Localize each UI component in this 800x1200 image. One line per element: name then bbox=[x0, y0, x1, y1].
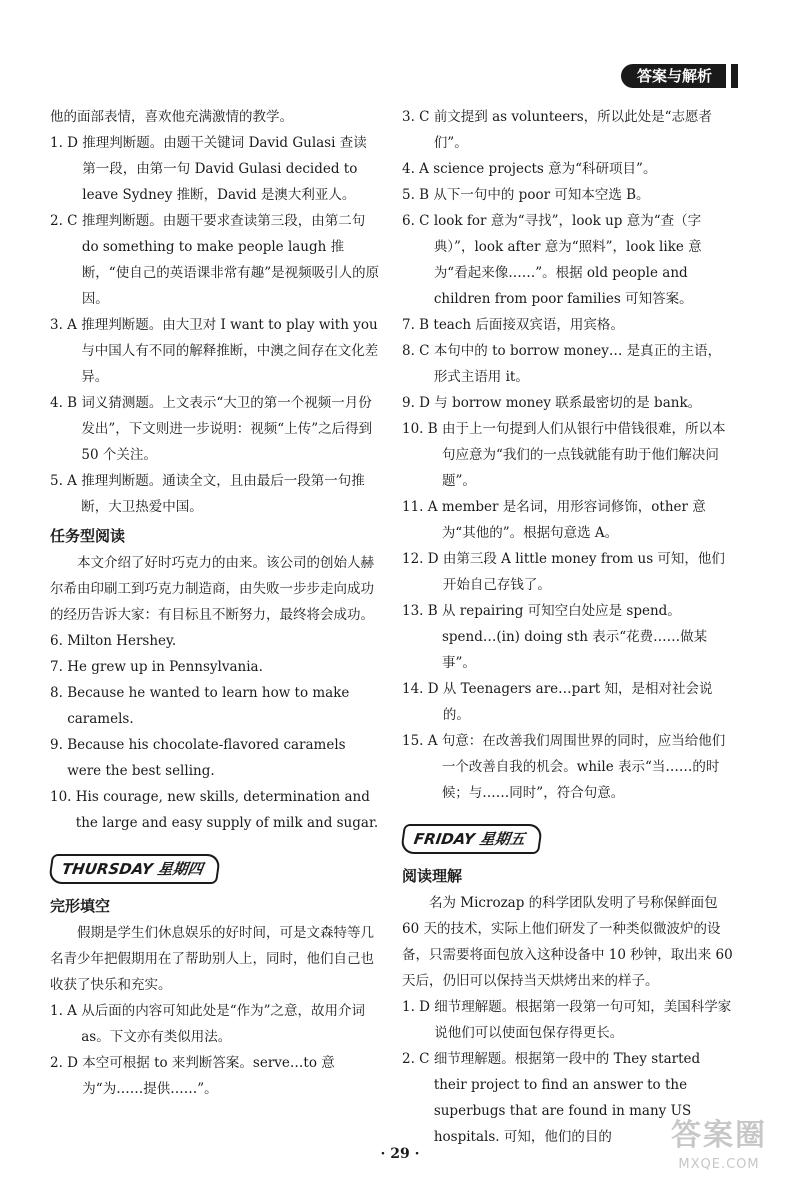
answer-text: 推理判断题。由大卫对 I want to play with you 与中国人有不同的解释推断，中澳之间存在文化差异。 bbox=[81, 317, 379, 385]
answer-item bbox=[50, 130, 380, 208]
answer-number: 2. C bbox=[402, 1051, 430, 1067]
answer-text: He grew up in Pennsylvania. bbox=[67, 659, 263, 675]
answer-item bbox=[50, 680, 380, 732]
answer-number: 1. A bbox=[50, 1003, 77, 1019]
answer-text: 从 Teenagers are…part 知，是相对社会说的。 bbox=[442, 681, 713, 723]
answer-text: 推理判断题。通读全文，且由最后一段第一句推断，大卫热爱中国。 bbox=[81, 473, 365, 515]
answer-item bbox=[402, 994, 734, 1046]
section-title-cloze: 完形填空 bbox=[50, 897, 111, 915]
answer-number: 3. C bbox=[402, 109, 430, 125]
reading-answers bbox=[50, 130, 380, 520]
answer-item bbox=[402, 676, 734, 728]
answer-number: 1. D bbox=[50, 135, 78, 151]
answer-item bbox=[50, 628, 380, 654]
answer-item bbox=[50, 1050, 380, 1102]
answer-text: Because his chocolate-flavored caramels were the best selling. bbox=[67, 737, 346, 779]
answer-item bbox=[50, 998, 380, 1050]
answer-number: 4. A bbox=[402, 161, 429, 177]
cloze-answers-left bbox=[50, 998, 380, 1102]
answer-number: 10. B bbox=[402, 421, 438, 437]
answer-number: 11. A bbox=[402, 499, 438, 515]
header-accent-bar bbox=[731, 64, 738, 88]
answer-number: 6. C bbox=[402, 213, 430, 229]
answer-text: 与 borrow money 联系最密切的是 bank。 bbox=[434, 395, 702, 411]
reading-intro: 名为 Microzap 的科学团队发明了号称保鲜面包 60 天的技术，实际上他们研发了一种类似微波炉的设备，只需要将面包放入这种设备中 10 秒钟，取出来 60 天后，仍旧可以保持当天烘烤出来的样子。 bbox=[402, 895, 733, 989]
answer-item bbox=[402, 312, 734, 338]
answer-number: 6. bbox=[50, 633, 63, 649]
cloze-answers-right bbox=[402, 104, 734, 806]
answer-item bbox=[50, 390, 380, 468]
answer-text: 句意：在改善我们周围世界的同时，应当给他们一个改善自我的机会。while 表示“当……的时候；与……同时”，符合句意。 bbox=[441, 733, 726, 801]
left-column bbox=[50, 104, 380, 1102]
answer-item bbox=[50, 312, 380, 390]
answer-text: 由于上一句提到人们从银行中借钱很难，所以本句应意为“我们的一点钱就能有助于他们解决问题”。 bbox=[441, 421, 726, 489]
answer-item bbox=[402, 390, 734, 416]
answer-number: 10. bbox=[50, 789, 72, 805]
answer-item bbox=[402, 598, 734, 676]
friday-banner: FRIDAY 星期五 bbox=[400, 824, 543, 854]
answer-number: 15. A bbox=[402, 733, 438, 749]
watermark-logo-text: 答案圈 bbox=[671, 1118, 767, 1153]
answer-text: science projects 意为“科研项目”。 bbox=[433, 161, 657, 177]
answer-item bbox=[402, 338, 734, 390]
answer-item bbox=[50, 654, 380, 680]
page-number: · 29 · bbox=[380, 1146, 420, 1162]
answer-text: 细节理解题。根据第一段中的 They started their project to find an answer to the superbugs that are found in many US hospitals. 可知，他们的目的 bbox=[433, 1051, 701, 1145]
watermark-url: MXQE.COM bbox=[678, 1157, 760, 1172]
task-answers bbox=[50, 628, 380, 836]
answer-number: 14. D bbox=[402, 681, 439, 697]
answer-text: 细节理解题。根据第一段第一句可知，美国科学家说他们可以使面包保存得更长。 bbox=[434, 999, 732, 1041]
answer-text: Because he wanted to learn how to make caramels. bbox=[67, 685, 350, 727]
answer-item bbox=[402, 156, 734, 182]
answer-text: 从后面的内容可知此处是“作为”之意，故用介词 as。下文亦有类似用法。 bbox=[81, 1003, 366, 1045]
answer-item bbox=[402, 208, 734, 312]
answer-item bbox=[402, 546, 734, 598]
answer-item bbox=[50, 784, 380, 836]
task-intro: 本文介绍了好时巧克力的由来。该公司的创始人赫尔希由印刷工到巧克力制造商，由失败一步步走向成功的经历告诉大家：有目标且不断努力，最终将会成功。 bbox=[50, 555, 374, 623]
answer-number: 5. A bbox=[50, 473, 77, 489]
answer-text: 本句中的 to borrow money… 是真正的主语，形式主语用 it。 bbox=[433, 343, 722, 385]
answer-number: 7. bbox=[50, 659, 63, 675]
answer-item bbox=[50, 468, 380, 520]
answer-number: 12. D bbox=[402, 551, 439, 567]
answer-number: 13. B bbox=[402, 603, 438, 619]
answer-number: 3. A bbox=[50, 317, 77, 333]
answer-text: 从下一句中的 poor 可知本空选 B。 bbox=[433, 187, 650, 203]
section-header-tag: 答案与解析 bbox=[621, 64, 726, 88]
right-column bbox=[402, 104, 734, 1150]
answer-text: 前文提到 as volunteers，所以此处是“志愿者们”。 bbox=[433, 109, 713, 151]
answer-number: 4. B bbox=[50, 395, 78, 411]
intro-line: 他的面部表情，喜欢他充满激情的教学。 bbox=[50, 109, 293, 125]
answer-number: 9. D bbox=[402, 395, 430, 411]
answer-text: 由第三段 A little money from us 可知，他们开始自己存钱了。 bbox=[442, 551, 725, 593]
answer-number: 5. B bbox=[402, 187, 430, 203]
answer-text: look for 意为“寻找”，look up 意为“查（字典）”，look after 意为“照料”，look like 意为“看起来像……”。根据 old people and children from poor families 可知答案。 bbox=[433, 213, 702, 307]
answer-item bbox=[402, 182, 734, 208]
answer-item bbox=[50, 732, 380, 784]
answer-item bbox=[402, 728, 734, 806]
answer-item bbox=[402, 494, 734, 546]
answer-item bbox=[402, 104, 734, 156]
answer-text: 词义猜测题。上文表示“大卫的第一个视频一月份发出”，下文则进一步说明：视频“上传”之后得到 50 个关注。 bbox=[81, 395, 373, 463]
answer-number: 1. D bbox=[402, 999, 430, 1015]
answer-text: member 是名词，用形容词修饰，other 意为“其他的”。根据句意选 A。 bbox=[441, 499, 706, 541]
cloze-intro: 假期是学生们休息娱乐的好时间，可是文森特等几名青少年把假期用在了帮助别人上，同时，他们自己也收获了快乐和充实。 bbox=[50, 925, 374, 993]
answer-number: 2. D bbox=[50, 1055, 78, 1071]
answer-number: 7. B bbox=[402, 317, 430, 333]
answer-text: 推理判断题。由题干要求查读第三段，由第二句 do something to make people laugh 推断，“使自己的英语课非常有趣”是视频吸引人的原因。 bbox=[81, 213, 380, 307]
answer-number: 8. bbox=[50, 685, 63, 701]
answer-text: His courage, new skills, determination and the large and easy supply of milk and sugar. bbox=[75, 789, 379, 831]
answer-text: 从 repairing 可知空白处应是 spend。spend…(in) doing sth 表示“花费……做某事”。 bbox=[441, 603, 708, 671]
site-watermark bbox=[656, 1116, 782, 1186]
thursday-banner: THURSDAY 星期四 bbox=[48, 854, 221, 884]
answer-number: 2. C bbox=[50, 213, 78, 229]
answer-text: 本空可根据 to 来判断答案。serve…to 意为“为……提供……”。 bbox=[82, 1055, 335, 1097]
answer-text: teach 后面接双宾语，用宾格。 bbox=[433, 317, 624, 333]
answer-text: 推理判断题。由题干关键词 David Gulasi 查读第一段，由第一句 David Gulasi decided to leave Sydney 推断，David 是澳大利亚人。 bbox=[82, 135, 367, 203]
answer-text: Milton Hershey. bbox=[67, 633, 177, 649]
section-title-task-reading: 任务型阅读 bbox=[50, 527, 126, 545]
answer-number: 9. bbox=[50, 737, 63, 753]
answer-item bbox=[50, 208, 380, 312]
section-title-reading: 阅读理解 bbox=[402, 867, 463, 885]
answer-item bbox=[402, 416, 734, 494]
answer-number: 8. C bbox=[402, 343, 430, 359]
